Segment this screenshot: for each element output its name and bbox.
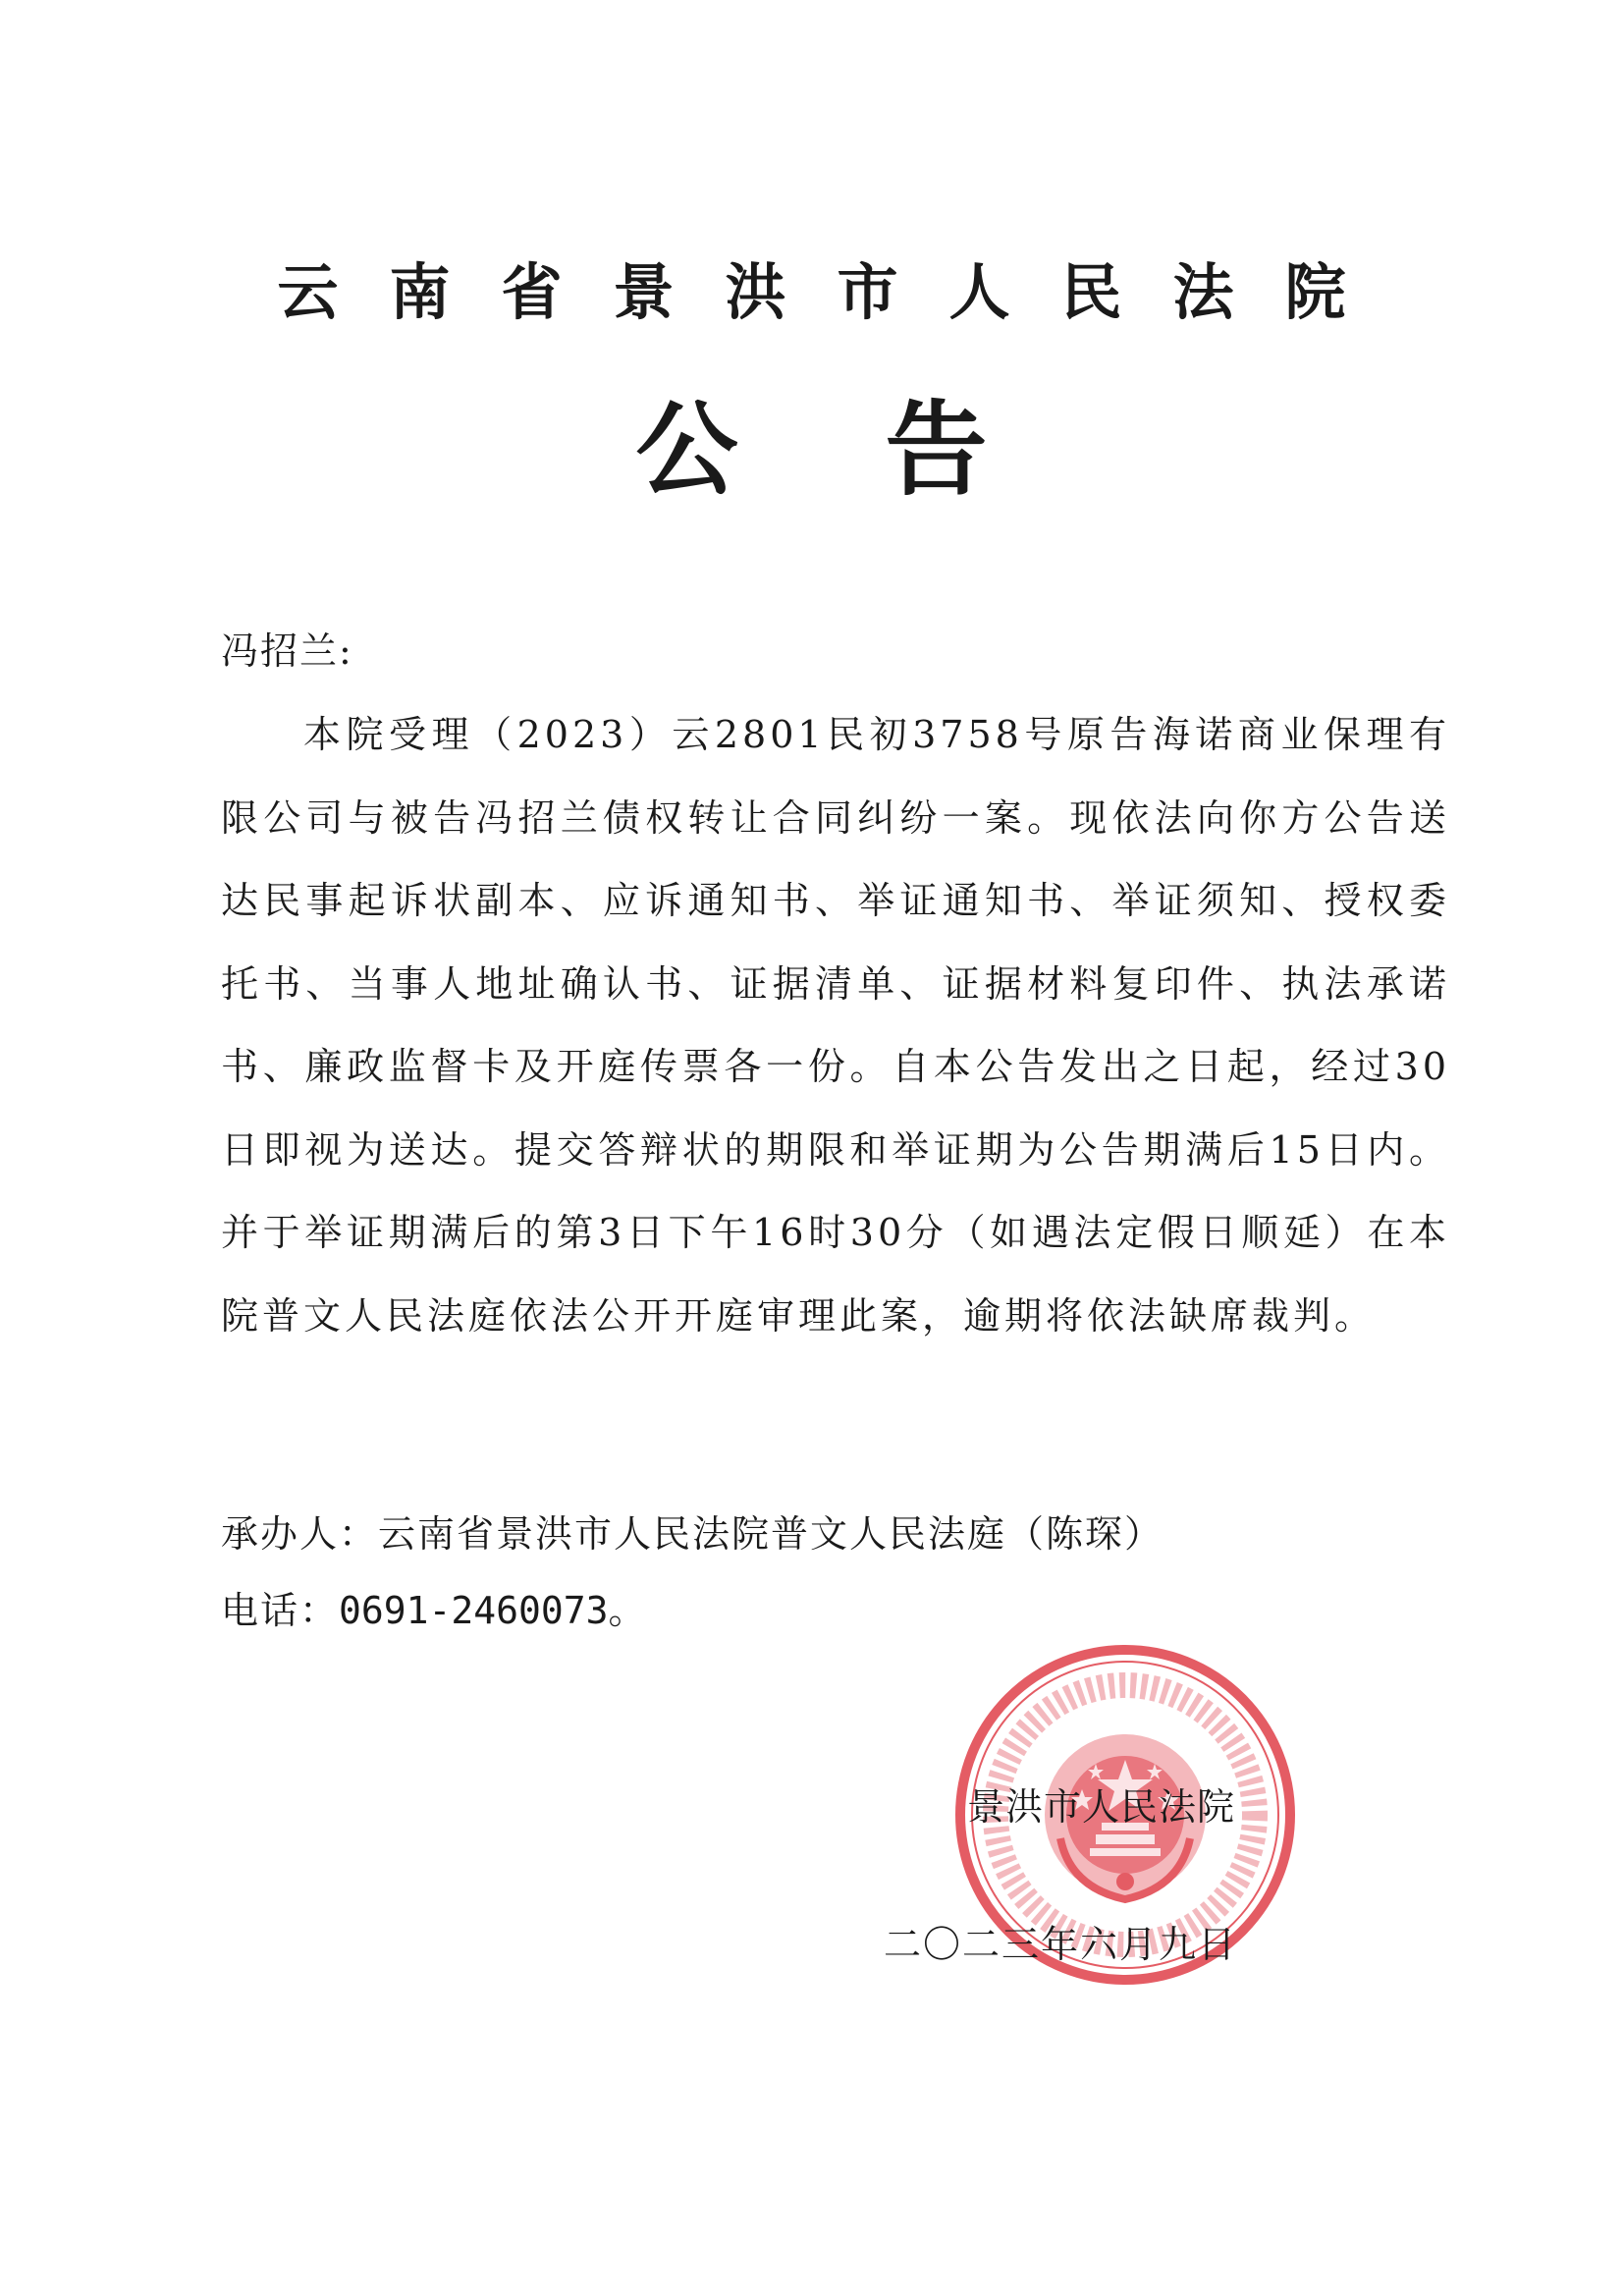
signing-court: 景洪市人民法院: [967, 1785, 1236, 1829]
notice-body: 本院受理（2023）云2801民初3758号原告海诺商业保理有限公司与被告冯招兰债权转让合同纠纷一案。现依法向你方公告送达民事起诉状副本、应诉通知书、举证通知书、举证须知、授权委托书、当事人地址确认书、证据清单、证据材料复印件、执法承诺书、廉政监督卡及开庭传票各一份。自本公告发出之日起，经过30日即视为送达。提交答辩状的期限和举证期为公告期满后15日内。并于举证期满后的第3日下午16时30分（如遇法定假日顺延）在本院普文人民法庭依法公开开庭审理此案，逾期将依法缺席裁判。: [221, 713, 1450, 1338]
handler-line: [221, 1506, 1163, 1561]
court-name-heading: 云南省景洪市人民法院: [277, 256, 1397, 328]
document-title: 公告: [635, 389, 1135, 510]
phone-line: [221, 1583, 646, 1638]
handler-label: 承办人：: [221, 1512, 379, 1556]
addressee: 冯招兰:: [221, 629, 353, 673]
signing-date: 二〇二三年六月九日: [884, 1923, 1238, 1966]
phone-label: 电话：: [221, 1589, 340, 1632]
handler-value: 云南省景洪市人民法院普文人民法庭（陈琛）: [378, 1512, 1164, 1556]
phone-number: 0691-2460073。: [339, 1589, 646, 1632]
